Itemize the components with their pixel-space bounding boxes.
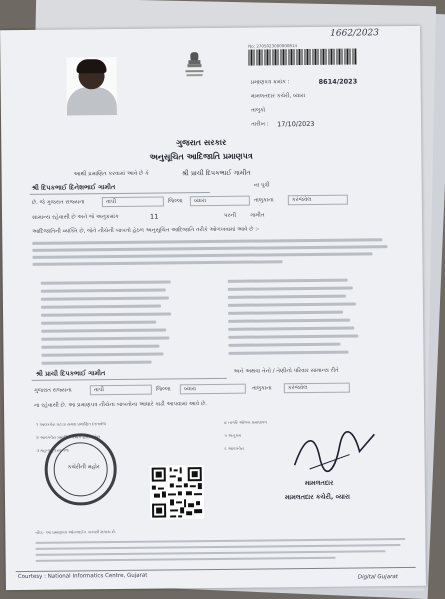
rule-line-right — [228, 279, 348, 283]
applicant-photo — [66, 57, 117, 116]
order-detail-line — [32, 252, 372, 259]
lower-district-value: વ્યારા — [183, 386, 197, 393]
signatory-title: મામલતદાર — [304, 478, 334, 488]
name-line: શ્રી પ્રાચી દિપકભાઈ ગામીત — [35, 369, 106, 378]
taluka-field-label: તાલુકાના — [253, 197, 274, 204]
office-stamp — [44, 433, 117, 506]
barcode — [248, 48, 356, 65]
taluka-label: તાલુકો — [250, 107, 266, 114]
basis-item: ૩ મહત્વનું દસ્તાવેજ — [36, 447, 69, 453]
title-gov: ગુજરાત સરકાર — [176, 137, 227, 148]
title-cert: અનુસૂચિત આદિજાતિ પ્રમાણપત્ર — [149, 151, 253, 162]
footer-fine-line — [36, 550, 386, 556]
stamp-text: કચેરીની મહોર — [67, 464, 100, 471]
signature-icon — [289, 426, 380, 477]
basis-text: ના રહેવાસી છે. આ પ્રમાણપત્ર નીચેના બાબતોના આધારે કાઢી આપવામાં આવે છે. — [33, 401, 208, 409]
qr-code-icon — [150, 465, 205, 520]
order-detail-line — [32, 245, 387, 252]
basis-item: ૫ અનુક્રમ — [224, 432, 242, 438]
rule-line-left — [41, 336, 169, 340]
serial-number: No: 2705023000000814 — [248, 43, 298, 49]
rule-line-right — [228, 343, 340, 347]
rule-line-right — [228, 303, 356, 307]
footer-fine-line — [35, 538, 405, 544]
lower-district-label: જિલ્લા — [155, 386, 171, 393]
footer-divider — [16, 567, 416, 572]
footer-fine-line — [36, 557, 336, 562]
basis-item: ૪ નાગરિ ઓળખ પ્રમાણપત્ર — [224, 419, 267, 425]
rule-line-right — [228, 327, 354, 331]
rule-line-right — [228, 287, 353, 291]
relation-label: ના પુત્રી — [253, 182, 270, 189]
caste-value: ગામીત — [250, 212, 265, 219]
cert-no-label: પ્રમાણપત્ર ક્રમાંક : — [250, 79, 290, 86]
rule-line-left — [41, 305, 161, 309]
basis-item: ૧ આવકવેરા ઘટાડા સમક્ષ પ્રમાણિત દસ્તાવેજ — [36, 421, 107, 427]
photo-body — [67, 87, 117, 116]
rule-line-right — [228, 311, 343, 315]
order-detail-line — [32, 238, 382, 245]
applicant-name: શ્રી પ્રાચી દિપકભાઈ ગામીત — [181, 168, 251, 178]
rule-line-left — [41, 353, 163, 357]
digital-gujarat-brand: Digital Gujarat — [357, 574, 398, 581]
rule-line-left — [41, 312, 171, 316]
basis-item: ૨ આવકવેરા પ્રમાણિત ક્રમાંક દ્વારા મળેલ — [36, 434, 101, 440]
date-label: તારીખ : — [251, 121, 269, 128]
rule-line-left — [41, 280, 171, 284]
serial-no: 11 — [149, 212, 159, 221]
rule-line-left — [41, 288, 166, 292]
rule-line-left — [42, 361, 152, 365]
signatory-office: મામલતદાર કચેરી, વ્યારા — [284, 492, 350, 502]
state-label: ગુજરાત રાજ્યના — [33, 387, 72, 394]
certificate-page — [0, 26, 426, 590]
lower-taluka-label: તાલુકાના — [251, 385, 272, 392]
rule-line-left — [41, 345, 159, 349]
rule-line-left — [41, 296, 169, 300]
caste-suffix: પરની — [224, 212, 237, 219]
rule-line-right — [228, 351, 348, 355]
handwritten-ref: 1662/2023 — [330, 28, 380, 39]
photo-hair — [76, 59, 106, 73]
intro-text: આથી પ્રમાણિત કરવામાં આવે છે કે — [73, 170, 149, 178]
caste-prefix: સામાન્ય રહેવાસી છે અને જે અનુક્રમાંક — [32, 213, 119, 221]
order-text: આદિજાતિની વ્યક્તિ છે, જેને નીચેની બાબતો હેઠળ અનુસૂચિત આદિજાતિ તરીકે ઓળખવામાં આવે છે :- — [32, 226, 260, 235]
parent-name: શ્રી દિપકભાઈ દિનેશભાઈ ગામીત — [31, 183, 116, 192]
taluka-value: કરંજવેલ — [291, 196, 312, 204]
office-label: મામલતદાર કચેરી, વ્યારા — [250, 93, 306, 100]
footer-fine-line — [36, 544, 401, 550]
district-label: જિલ્લા — [167, 198, 183, 205]
rule-line-left — [41, 321, 156, 325]
village-label: છે. જે ગુજરાત રાજ્યના — [31, 199, 85, 206]
family-text: અને અથવા તેનો / તેણીનો પરિવાર સામાન્ય રીતે — [233, 367, 339, 375]
footer-note: નોંધ:- આ પ્રમાણપત્ર ઓનલાઈન ચકાસી શકાય છે. — [35, 529, 117, 535]
national-emblem-icon — [181, 50, 207, 78]
rule-line-right — [228, 334, 358, 338]
state-value: તાપી — [93, 387, 105, 394]
basis-item: ૬ આવકવેરા — [224, 445, 244, 451]
district-value: વ્યારા — [193, 198, 207, 205]
rule-line-right — [228, 295, 346, 299]
order-detail-line — [33, 260, 283, 266]
courtesy-text: Courtesy : National Informatics Centre, Gujarat — [17, 572, 148, 581]
rule-line-left — [41, 328, 166, 332]
date-value: 17/10/2023 — [277, 119, 315, 129]
lower-taluka-value: કરંજવેલ — [287, 385, 308, 392]
village-value: તાપી — [105, 199, 117, 206]
cert-no: 8614/2023 — [318, 77, 358, 86]
rule-line-right — [228, 319, 350, 323]
